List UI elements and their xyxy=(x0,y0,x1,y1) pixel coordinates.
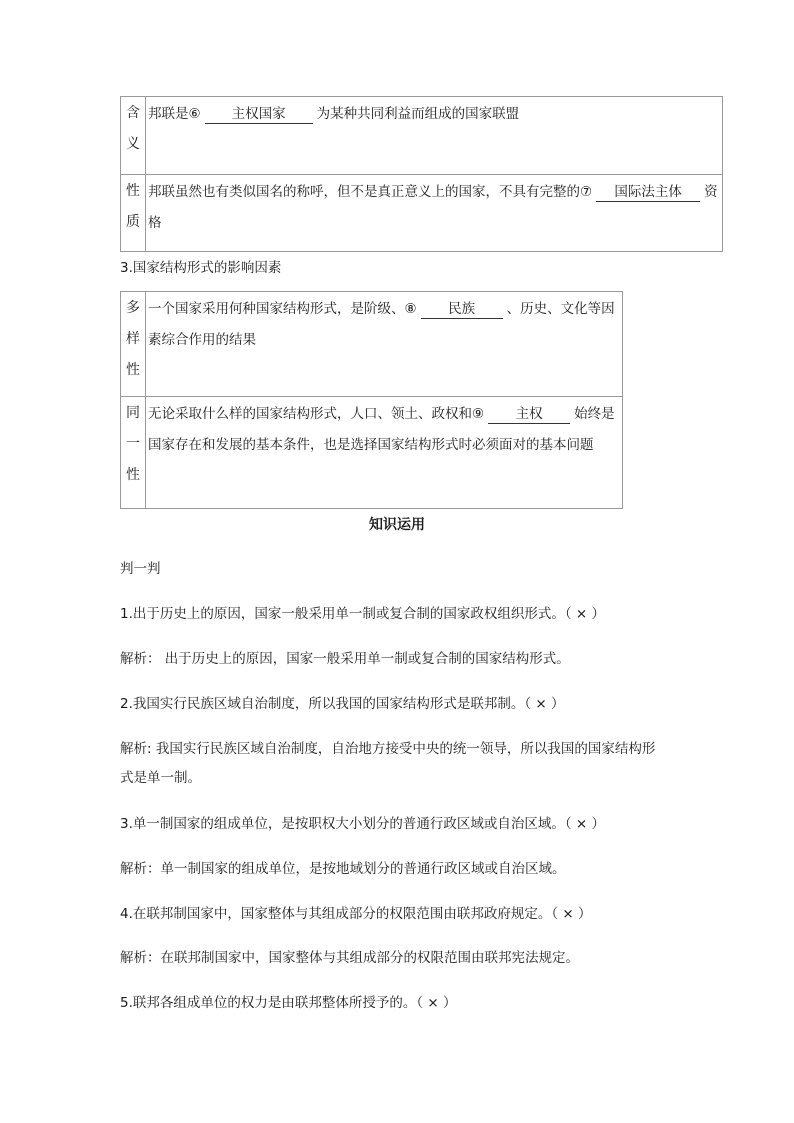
table-row xyxy=(121,397,623,509)
cell-text: 资格 xyxy=(148,184,718,231)
confederation-table xyxy=(120,96,723,252)
table-row xyxy=(121,292,623,397)
question-5: 5.联邦各组成单位的权力是由联邦整体所授予的。（ × ） xyxy=(120,995,457,1011)
cell-text: 邦联是⑥ xyxy=(148,106,201,122)
fill-blank-answer: 主权 xyxy=(488,405,570,424)
table-row xyxy=(121,175,723,252)
fill-blank-answer: 民族 xyxy=(421,300,503,319)
meaning-cell xyxy=(146,97,723,175)
question-3: 3.单一制国家的组成单位，是按职权大小划分的普通行政区域或自治区域。（ × ） xyxy=(120,816,606,832)
section-heading: 3.国家结构形式的影响因素 xyxy=(120,260,282,276)
analysis-2-line1: 解析: 我国实行民族区域自治制度，自治地方接受中央的统一领导，所以我国的国家结构形 xyxy=(120,741,656,757)
row-header-meaning: 含义 xyxy=(121,97,146,175)
question-2: 2.我国实行民族区域自治制度，所以我国的国家结构形式是联邦制。（ × ） xyxy=(120,696,565,712)
analysis-1: 解析： 出于历史上的原因，国家一般采用单一制或复合制的国家结构形式。 xyxy=(120,651,570,667)
cell-text: 始终是国家存在和发展的基本条件，也是选择国家结构形式时必须面对的基本问题 xyxy=(148,406,615,453)
analysis-3: 解析：单一制国家的组成单位，是按地域划分的普通行政区域或自治区域。 xyxy=(120,861,566,877)
cell-text: 一个国家采用何种国家结构形式，是阶级、⑧ xyxy=(148,301,417,317)
identity-cell xyxy=(146,397,623,509)
nature-cell xyxy=(146,175,723,252)
cell-text: 为某种共同利益而组成的国家联盟 xyxy=(316,106,520,122)
row-header-diversity: 多样性 xyxy=(121,292,146,397)
question-4: 4.在联邦制国家中，国家整体与其组成部分的权限范围由联邦政府规定。（ × ） xyxy=(120,906,592,922)
row-header-identity: 同一性 xyxy=(121,397,146,509)
analysis-4: 解析：在联邦制国家中，国家整体与其组成部分的权限范围由联邦宪法规定。 xyxy=(120,950,579,966)
knowledge-application-title: 知识运用 xyxy=(369,517,425,533)
cell-text: 邦联虽然也有类似国名的称呼，但不是真正意义上的国家，不具有完整的⑦ xyxy=(148,184,593,200)
fill-blank-answer: 国际法主体 xyxy=(596,183,700,202)
judge-heading: 判一判 xyxy=(120,561,161,577)
diversity-cell xyxy=(146,292,623,397)
row-header-nature: 性质 xyxy=(121,175,146,252)
cell-text: 无论采取什么样的国家结构形式，人口、领土、政权和⑨ xyxy=(148,406,485,422)
cell-text: 、历史、文化等因素综合作用的结果 xyxy=(148,301,615,348)
analysis-2-line2: 式是单一制。 xyxy=(120,770,201,786)
influence-factors-table xyxy=(120,291,623,509)
question-1: 1.出于历史上的原因，国家一般采用单一制或复合制的国家政权组织形式。（ × ） xyxy=(120,606,606,622)
fill-blank-answer: 主权国家 xyxy=(205,105,313,124)
table-row xyxy=(121,97,723,175)
